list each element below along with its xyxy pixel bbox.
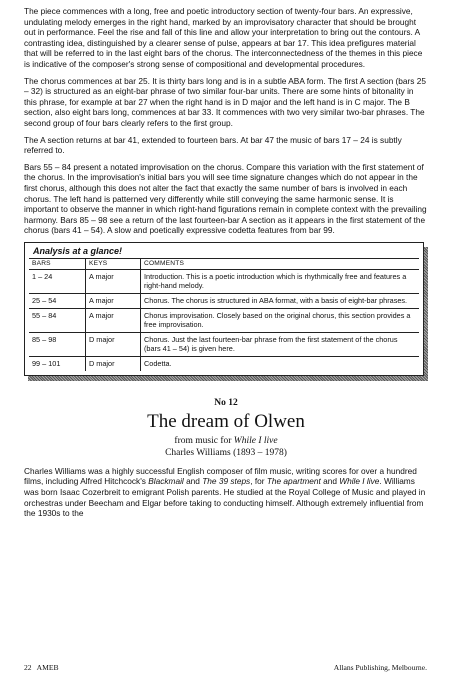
header-bars: BARS bbox=[29, 258, 86, 269]
cell-keys: D major bbox=[86, 356, 141, 371]
piece-composer: Charles Williams (1893 – 1978) bbox=[165, 447, 287, 458]
paragraph-introduction: The piece commences with a long, free and poetic introductory section of twenty-four bars. An expressive, undulating melody emerges in the right hand, marked by an improvisatory character that should be brought out in performance. Feel the rise and fall of this line and allow your interpretation to bring out the contours. A contrasting idea, distinguished by a clearer sense of pulse, appears at bar 17. This idea prefigures material that will be referred to in the last eight bars of the chorus. The interconnectedness of the themes in this piece is indicative of the composer's strong sense of compositional and developmental procedures. bbox=[24, 6, 423, 69]
bio-text: , for bbox=[250, 476, 267, 487]
page-content bbox=[24, 6, 428, 525]
cell-keys: A major bbox=[86, 293, 141, 308]
analysis-title: Analysis at a glance! bbox=[33, 245, 123, 256]
film-title: Blackmail bbox=[148, 476, 184, 487]
cell-comments: Chorus. Just the last fourteen-bar phrase from the first statement of the chorus (bars 41 – 54) is given here. bbox=[141, 332, 420, 356]
film-title: The apartment bbox=[266, 476, 321, 487]
header-comments: COMMENTS bbox=[141, 258, 420, 269]
cell-keys: A major bbox=[86, 308, 141, 332]
film-title: The 39 steps bbox=[202, 476, 251, 487]
table-row bbox=[29, 332, 419, 356]
paragraph-improvisation: Bars 55 – 84 present a notated improvisation on the chorus. Compare this variation with the first statement of the chorus. In the improvisation's initial bars you will see time signature changes which do not appear in the first chorus, although this does not alter the fact that exactly the same number of bars is involved in each chorus. The left hand is patterned very differently while still conveying the same harmonic sense. It is important to observe the manner in which right-hand figurations remain in complete context with the prevailing harmony. Bars 85 – 98 see a return of the last fourteen-bar A section as it appears in the first statement of the chorus (bars 41 – 54). A slow and poetically expressive codetta features from bar 99. bbox=[24, 161, 427, 236]
cell-comments: Chorus improvisation. Closely based on the original chorus, this section provides a free improvisation. bbox=[141, 308, 420, 332]
analysis-panel bbox=[24, 242, 424, 376]
table-row bbox=[29, 293, 419, 308]
cell-keys: D major bbox=[86, 332, 141, 356]
analysis-header-row bbox=[29, 258, 419, 269]
cell-bars: 85 – 98 bbox=[29, 332, 86, 356]
cell-bars: 1 – 24 bbox=[29, 269, 86, 293]
cell-bars: 99 – 101 bbox=[29, 356, 86, 371]
bio-text: and bbox=[183, 476, 203, 487]
analysis-box bbox=[24, 242, 424, 376]
cell-comments: Chorus. The chorus is structured in ABA format, with a basis of eight-bar phrases. bbox=[141, 293, 420, 308]
piece-source-work: While I live bbox=[233, 435, 278, 446]
piece-source bbox=[24, 436, 428, 446]
paragraph-biography bbox=[24, 466, 428, 519]
cell-comments: Introduction. This is a poetic introduction which is rhythmically free and features a right-hand melody. bbox=[141, 269, 420, 293]
piece-title: The dream of Olwen bbox=[147, 410, 305, 432]
cell-keys: A major bbox=[86, 269, 141, 293]
cell-bars: 55 – 84 bbox=[29, 308, 86, 332]
film-title: While I live bbox=[339, 476, 380, 487]
bio-text: Charles Williams was a highly successful English composer of film music, writing scores for over a hundred films, including Alfred Hitchcock's bbox=[24, 465, 417, 487]
piece-number: No 12 bbox=[214, 397, 238, 408]
piece-source-prefix: from music for bbox=[174, 435, 234, 446]
page-number: 22 bbox=[24, 663, 32, 672]
table-row bbox=[29, 356, 419, 371]
footer-publisher: Allans Publishing, Melbourne. bbox=[333, 663, 427, 672]
footer-series: AMEB bbox=[36, 663, 59, 672]
table-row bbox=[29, 269, 419, 293]
bio-text: . Williams was born Isaac Cozerbreit to emigrant Polish parents. He studied at the Royal College of Music and played in orchestras under Beecham and Elgar before taking to conducting himself. Although extremely influential from the 1930s to the bbox=[24, 476, 426, 519]
paragraph-a-return: The A section returns at bar 41, extended to fourteen bars. At bar 47 the music of bars 17 – 24 is subtly referred to. bbox=[24, 134, 402, 156]
footer-left bbox=[24, 663, 59, 672]
bio-text: and bbox=[320, 476, 340, 487]
table-row bbox=[29, 308, 419, 332]
paragraph-chorus: The chorus commences at bar 25. It is thirty bars long and is in a subtle ABA form. The first A section (bars 25 – 32) is structured as an eight-bar phrase of two similar four-bar units. There are some hints of bitonality in this phrase, for example at bar 27 when the right hand is in D major and the left hand is in C major. The B section, also eight bars long, commences at bar 33. It commences with two very similar two-bar phrases. The second group of four bars clearly refers to the first group. bbox=[24, 75, 426, 128]
cell-comments: Codetta. bbox=[144, 358, 172, 368]
header-keys: KEYS bbox=[86, 258, 141, 269]
piece-heading bbox=[24, 398, 428, 458]
cell-bars: 25 – 54 bbox=[29, 293, 86, 308]
analysis-table bbox=[29, 258, 419, 371]
